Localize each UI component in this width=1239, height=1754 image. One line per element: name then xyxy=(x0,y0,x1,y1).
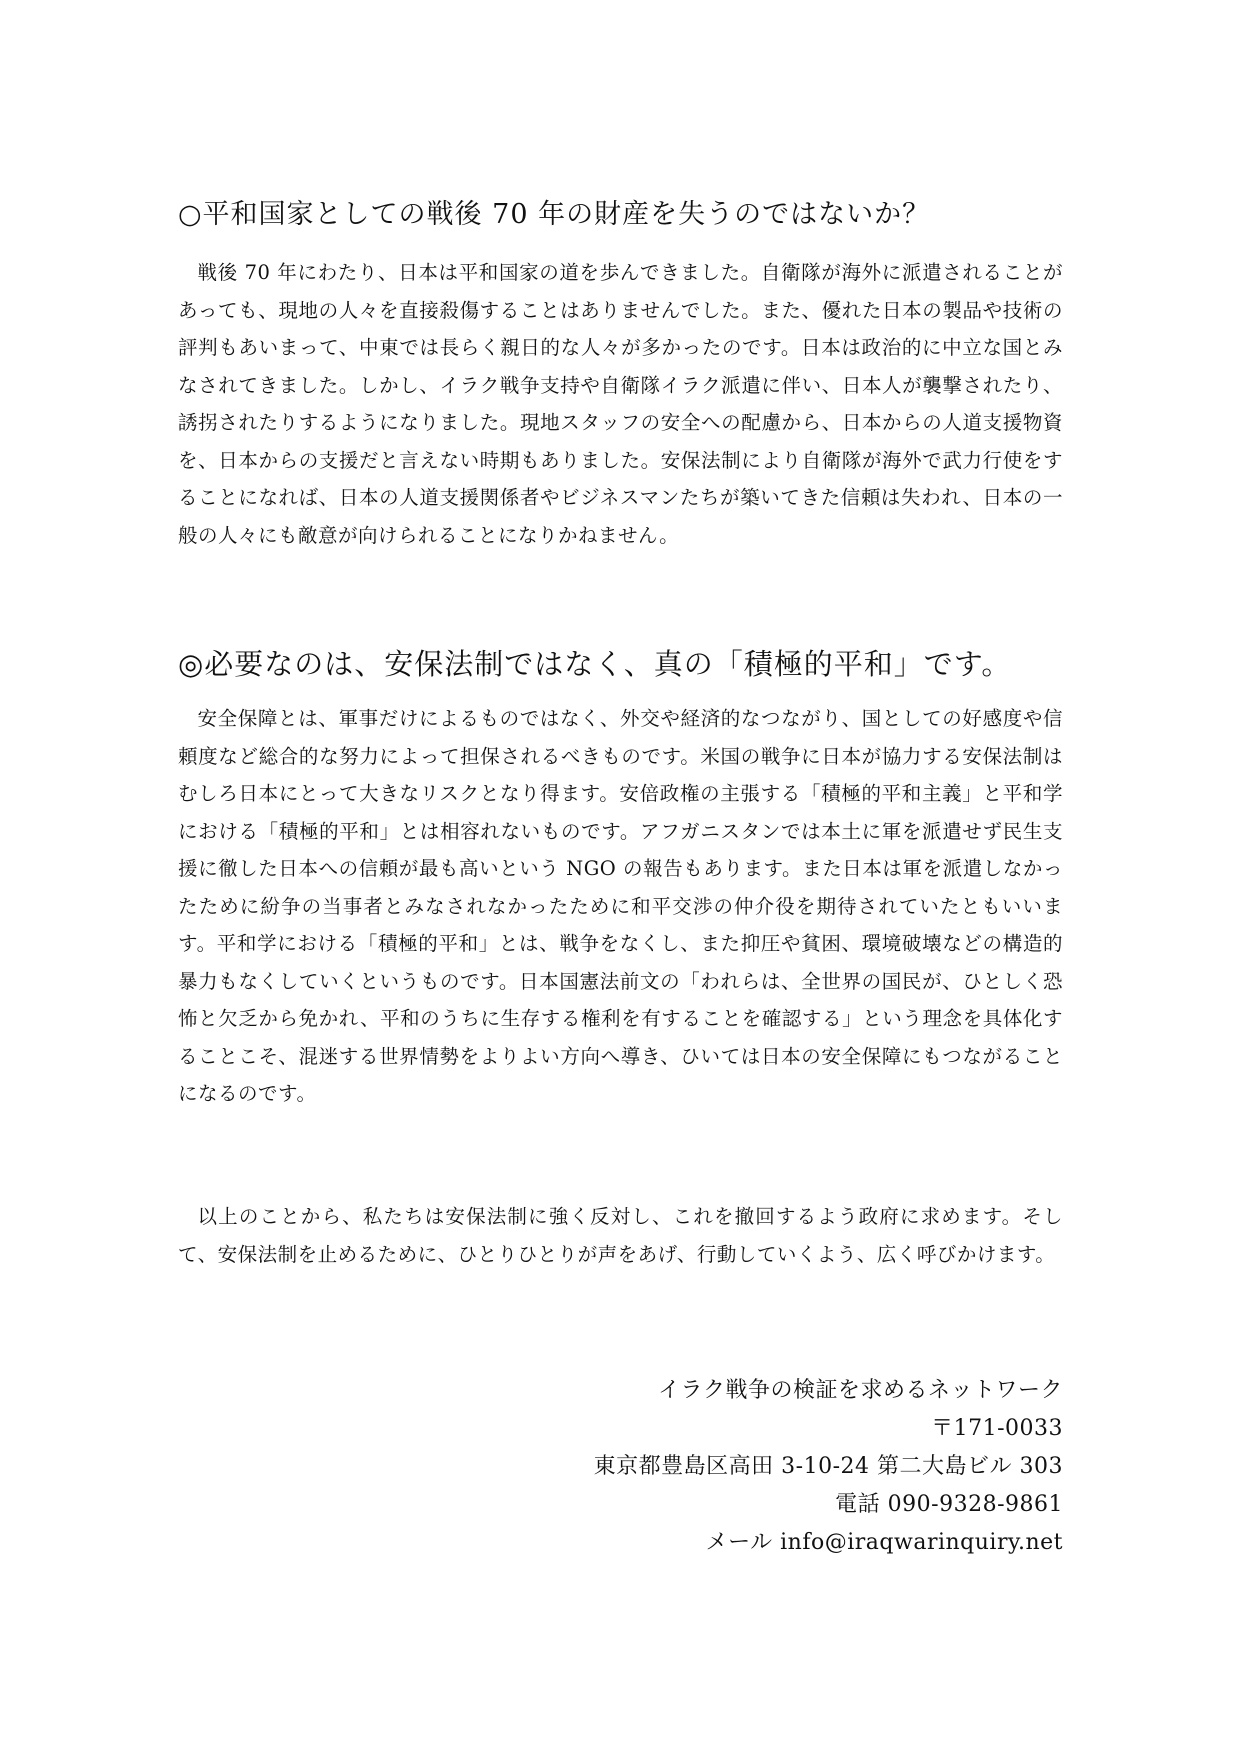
postal-code: 〒171-0033 xyxy=(931,1416,1063,1441)
email-address: メール info@iraqwarinquiry.net xyxy=(705,1530,1063,1555)
section-2-paragraph: 安全保障とは、軍事だけによるものではなく、外交や経済的なつながり、国としての好感度や信頼度など総合的な努力によって担保されるべきものです。米国の戦争に日本が協力する安保法制はむしろ日本にとって大きなリスクとなり得ます。安倍政権の主張する「積極的平和主義」と平和学における「積極的平和」とは相容れないものです。アフガニスタンでは本土に軍を派遣せず民生支援に徹した日本への信頼が最も高いという NGO の報告もあります。また日本は軍を派遣しなかったために紛争の当事者とみなされなかったために和平交渉の仲介役を期待されていたともいいます。平和学における「積極的平和」とは、戦争をなくし、また抑圧や貧困、環境破壊などの構造的暴力もなくしていくというものです。日本国憲法前文の「われらは、全世界の国民が、ひとしく恐怖と欠乏から免かれ、平和のうちに生存する権利を有することを確認する」という理念を具体化することこそ、混迷する世界情勢をよりよい方向へ導き、ひいては日本の安全保障にもつながることになるのです。 xyxy=(178,707,1063,1105)
closing-paragraph: 以上のことから、私たちは安保法制に強く反対し、これを撤回するよう政府に求めます。そして、安保法制を止めるために、ひとりひとりが声をあげ、行動していくよう、広く呼びかけます。 xyxy=(178,1205,1063,1266)
contact-block xyxy=(463,1372,1063,1562)
section-2-heading: ◎必要なのは、安保法制ではなく、真の「積極的平和」です。 xyxy=(178,647,1012,681)
address: 東京都豊島区高田 3-10-24 第二大島ビル 303 xyxy=(593,1454,1063,1479)
phone-number: 電話 090-9328-9861 xyxy=(835,1492,1063,1517)
section-1-heading: ○平和国家としての戦後 70 年の財産を失うのではないか？ xyxy=(178,199,931,230)
organization-name: イラク戦争の検証を求めるネットワーク xyxy=(657,1378,1063,1403)
section-1-paragraph: 戦後 70 年にわたり、日本は平和国家の道を歩んできました。自衛隊が海外に派遣されることがあっても、現地の人々を直接殺傷することはありませんでした。また、優れた日本の製品や技術の評判もあいまって、中東では長らく親日的な人々が多かったのです。日本は政治的に中立な国とみなされてきました。しかし、イラク戦争支持や自衛隊イラク派遣に伴い、日本人が襲撃されたり、誘拐されたりするようになりました。現地スタッフの安全への配慮から、日本からの人道支援物資を、日本からの支援だと言えない時期もありました。安保法制により自衛隊が海外で武力行使をすることになれば、日本の人道支援関係者やビジネスマンたちが築いてきた信頼は失われ、日本の一般の人々にも敵意が向けられることになりかねません。 xyxy=(178,261,1063,547)
